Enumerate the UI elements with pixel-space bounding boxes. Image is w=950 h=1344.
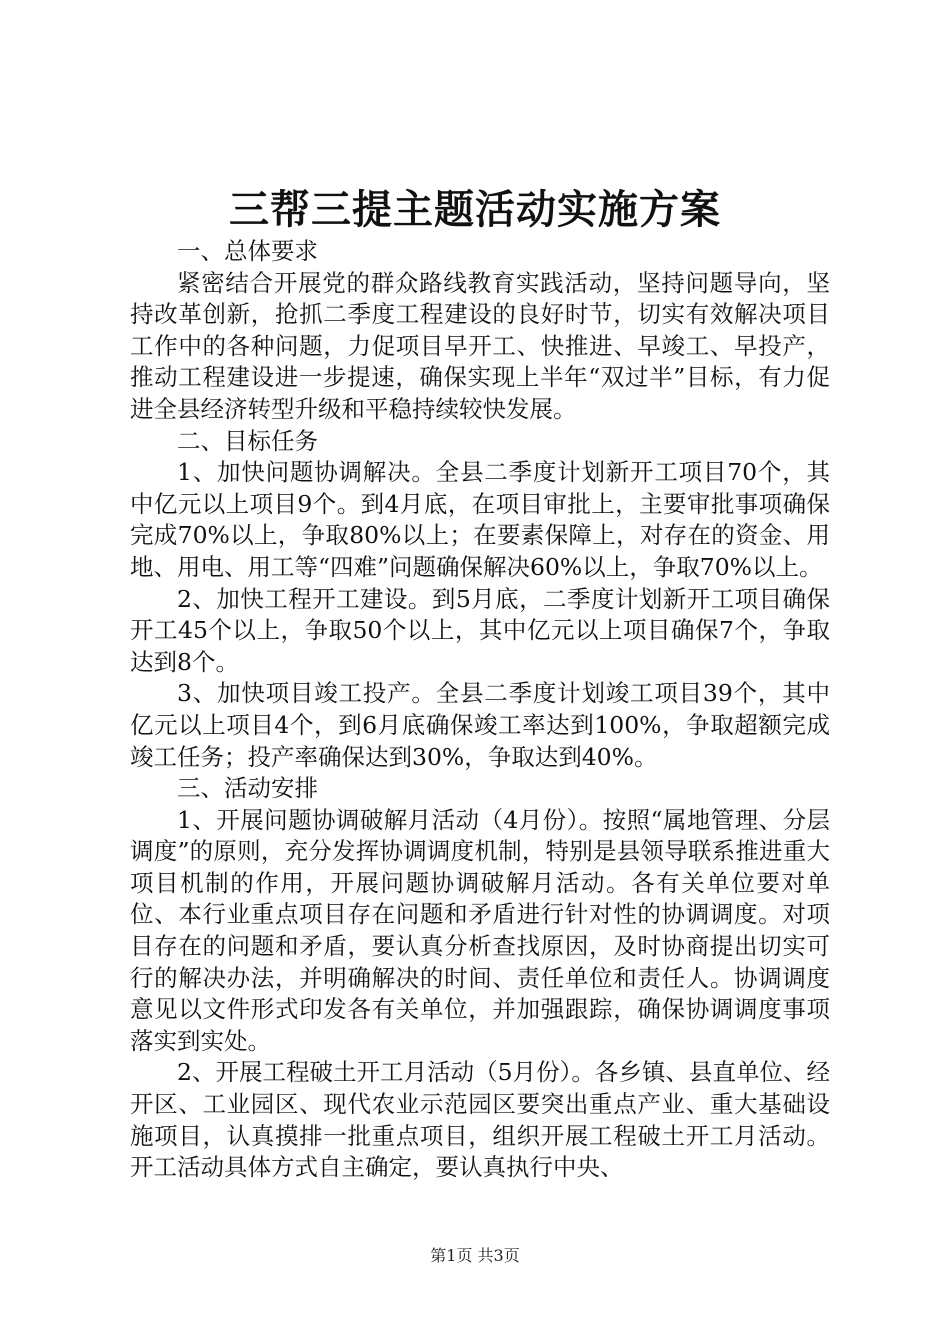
paragraph: 3、加快项目竣工投产。全县二季度计划竣工项目39个，其中亿元以上项目4个，到6月底确保竣工率达到100%，争取超额完成竣工任务；投产率确保达到30%，争取达到40%。 xyxy=(130,679,830,771)
section-heading: 二、目标任务 xyxy=(177,426,318,455)
paragraph: 1、开展问题协调破解月活动（4月份）。按照“属地管理、分层调度”的原则，充分发挥协调调度机制，特别是县领导联系推进重大项目机制的作用，开展问题协调破解月活动。各有关单位要对单位、本行业重点项目存在问题和矛盾进行针对性的协调调度。对项目存在的问题和矛盾，要认真分析查找原因，及时协商提出切实可行的解决办法，并明确解决的时间、责任单位和责任人。协调调度意见以文件形式印发各有关单位，并加强跟踪，确保协调调度事项落实到实处。 xyxy=(130,805,830,1055)
paragraph: 2、开展工程破土开工月活动（5月份）。各乡镇、县直单位、经开区、工业园区、现代农业示范园区要突出重点产业、重大基础设施项目，认真摸排一批重点项目，组织开展工程破土开工月活动。开工活动具体方式自主确定，要认真执行中央、 xyxy=(130,1058,830,1182)
section-heading: 一、总体要求 xyxy=(177,237,318,265)
document-title: 三帮三提主题活动实施方案 xyxy=(229,186,721,233)
document-body xyxy=(130,236,830,1184)
paragraph: 紧密结合开展党的群众路线教育实践活动，坚持问题导向，坚持改革创新，抢抓二季度工程建设的良好时节，切实有效解决项目工作中的各种问题，力促项目早开工、快推进、早竣工、早投产，推动工程建设进一步提速，确保实现上半年“双过半”目标，有力促进全县经济转型升级和平稳持续较快发展。 xyxy=(130,268,830,423)
section-heading: 三、活动安排 xyxy=(177,774,318,803)
paragraph: 1、加快问题协调解决。全县二季度计划新开工项目70个，其中亿元以上项目9个。到4月底，在项目审批上，主要审批事项确保完成70%以上，争取80%以上；在要素保障上，对存在的资金、用地、用电、用工等“四难”问题确保解决60%以上，争取70%以上。 xyxy=(130,458,830,581)
paragraph: 2、加快工程开工建设。到5月底，二季度计划新开工项目确保开工45个以上，争取50个以上，其中亿元以上项目确保7个，争取达到8个。 xyxy=(130,584,830,676)
page-footer: 第1页 共3页 xyxy=(430,1246,520,1265)
